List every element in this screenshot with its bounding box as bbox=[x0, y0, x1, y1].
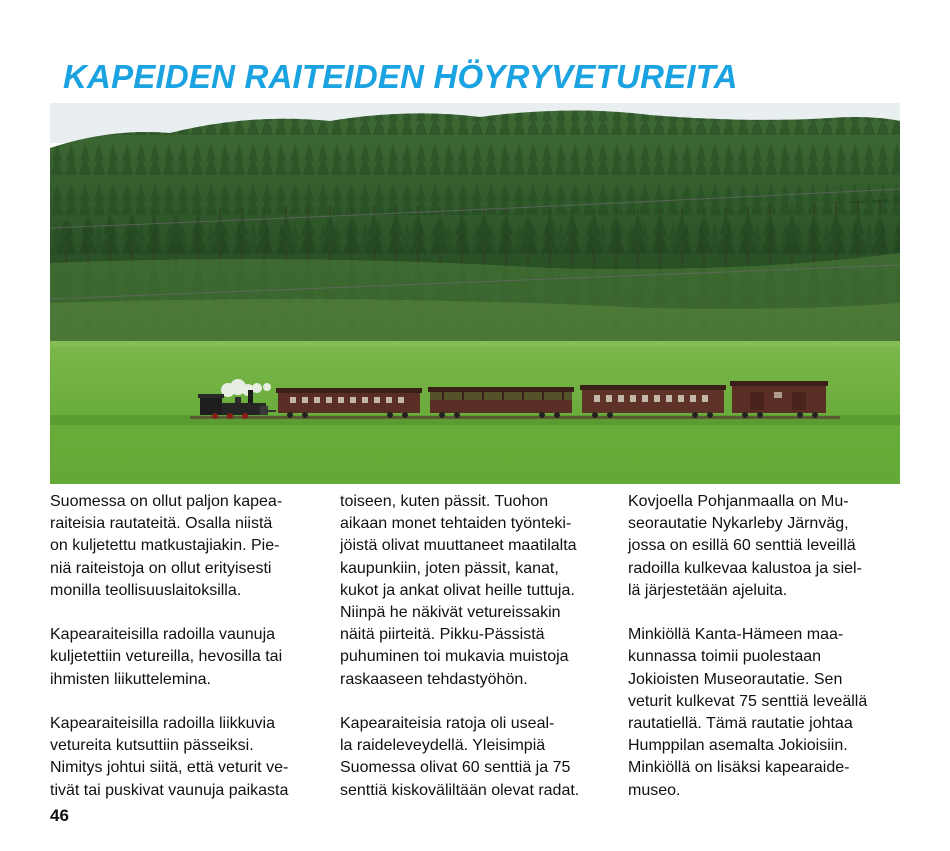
text-column-2 bbox=[340, 491, 615, 802]
text-column-3 bbox=[628, 491, 903, 802]
paragraph: Minkiöllä Kanta-Hämeen maa- kunnassa toimii puolestaan Jokioisten Museorautatie. Sen veturit kulkevat 75 senttiä leveällä rautatiellä. Tämä rautatie johtaa Humppilan asemalta Jokioisiin. Minkiöllä on lisäksi kapearaide- museo. bbox=[628, 626, 868, 799]
page-title: KAPEIDEN RAITEIDEN HÖYRYVETUREITA bbox=[63, 58, 738, 95]
paragraph: Kapearaiteisilla radoilla liikkuvia vetureita kutsuttiin pässeiksi. Nimitys johtui siitä, että veturit ve- tivät tai puskivat vaunuja paikasta bbox=[50, 715, 289, 799]
paragraph: Kapearaiteisilla radoilla vaunuja kuljetettiin vetureilla, hevosilla tai ihmisten liikuttelemina. bbox=[50, 626, 283, 688]
page-number: 46 bbox=[50, 806, 69, 825]
train-photo bbox=[50, 103, 900, 484]
paragraph: toiseen, kuten pässit. Tuohon aikaan monet tehtaiden työnteki- jöistä olivat muuttaneet maatilalta kaupunkiin, joten pässit, kanat, kukot ja ankat olivat heille tuttuja. Niinpä he näkivät vetureissakin näitä piirteitä. Pikku-Pässistä puhuminen toi mukavia muistoja raskaaseen tehdastyöhön. bbox=[340, 493, 577, 688]
text-column-1 bbox=[50, 491, 325, 802]
paragraph: Kovjoella Pohjanmaalla on Mu- seorautatie Nykarleby Järnväg, jossa on esillä 60 senttiä leveillä radoilla kulkevaa kalustoa ja siel- lä järjestetään ajeluita. bbox=[628, 493, 862, 599]
carriage-4 bbox=[730, 381, 828, 418]
paragraph: Suomessa on ollut paljon kapea- raiteisia rautateitä. Osalla niistä on kuljetettu matkustajiakin. Pie- niä raiteistoja on ollut erityisesti monilla teollisuuslaitoksilla. bbox=[50, 493, 283, 599]
paragraph: Kapearaiteisia ratoja oli useal- la raideleveydellä. Yleisimpiä Suomessa olivat 60 senttiä ja 75 senttiä kiskoväliltään olevat radat. bbox=[340, 715, 580, 799]
